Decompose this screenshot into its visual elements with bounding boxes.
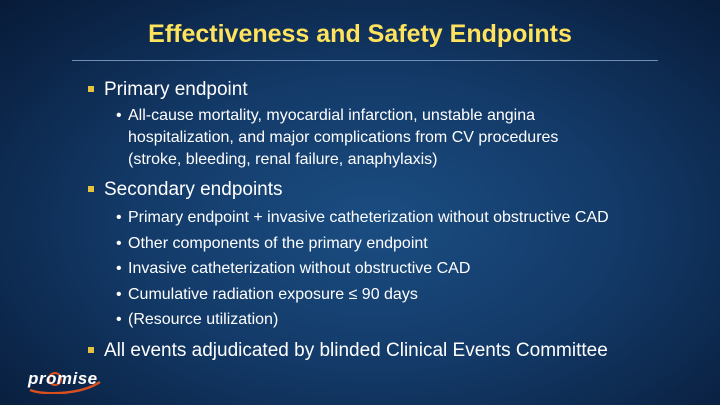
bullet-dot-icon: • (116, 235, 122, 252)
primary-detail-line-1: All-cause mortality, myocardial infarction, unstable angina (128, 107, 536, 124)
primary-detail-line-3: (stroke, bleeding, renal failure, anaphylaxis) (128, 151, 438, 168)
promise-logo (24, 366, 104, 394)
secondary-endpoints-label: Secondary endpoints (104, 179, 283, 200)
square-bullet-icon (88, 86, 94, 92)
bullet-dot-icon: • (116, 209, 122, 226)
primary-endpoint-label: Primary endpoint (104, 79, 248, 100)
secondary-item-text: Other components of the primary endpoint (128, 235, 428, 252)
secondary-item-text: Cumulative radiation exposure ≤ 90 days (128, 286, 418, 303)
square-bullet-icon (88, 186, 94, 192)
square-bullet-icon (88, 347, 94, 353)
bullet-dot-icon: • (116, 286, 122, 303)
title-divider (72, 60, 658, 61)
secondary-item-text: Primary endpoint + invasive catheterization without obstructive CAD (128, 209, 609, 226)
adjudication-text: All events adjudicated by blinded Clinical Events Committee (104, 340, 608, 361)
secondary-item-text: Invasive catheterization without obstructive CAD (128, 260, 471, 277)
bullet-dot-icon: • (116, 107, 122, 124)
primary-detail-line-2: hospitalization, and major complications from CV procedures (128, 129, 559, 146)
bullet-dot-icon: • (116, 260, 122, 277)
logo-text: promise (28, 369, 98, 388)
bullet-dot-icon: • (116, 311, 122, 328)
secondary-item-text: (Resource utilization) (128, 311, 279, 328)
slide-title: Effectiveness and Safety Endpoints (148, 20, 572, 48)
